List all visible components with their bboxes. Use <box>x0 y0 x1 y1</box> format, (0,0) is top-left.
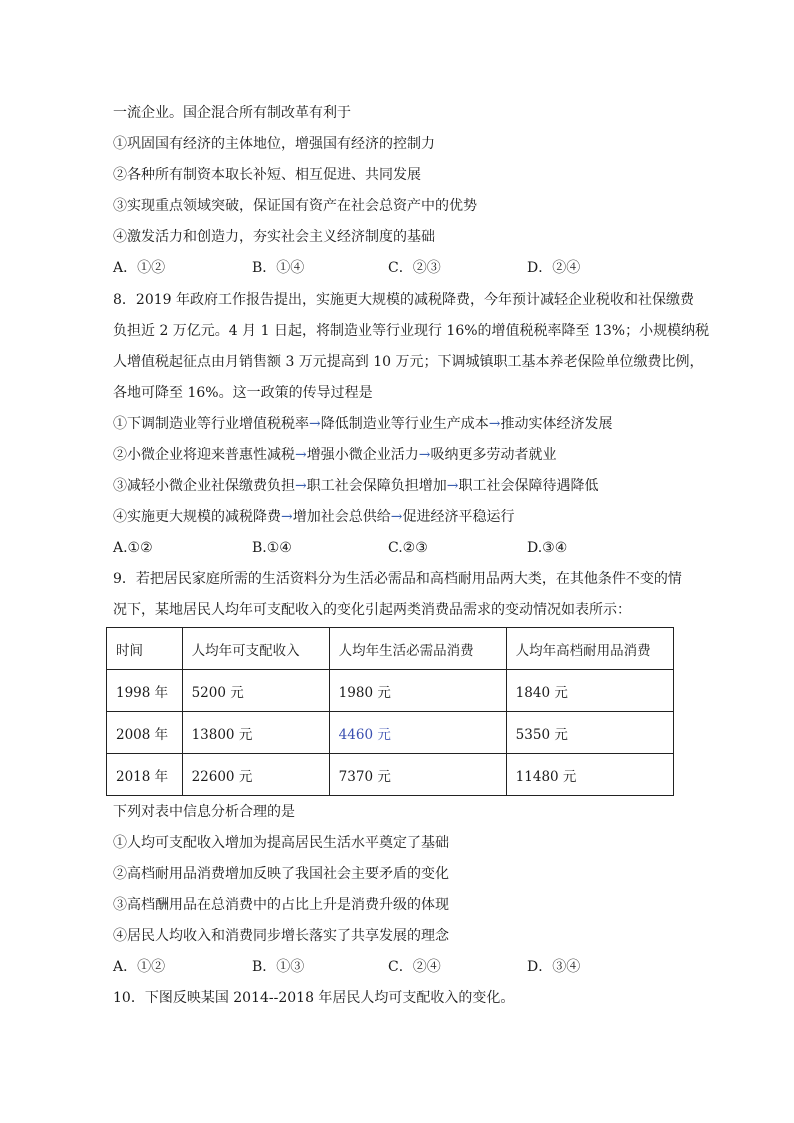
table-header: 时间 <box>107 628 183 670</box>
table-cell: 5200 元 <box>182 670 329 712</box>
q9-item-3: ③高档酬用品在总消费中的占比上升是消费升级的体现 <box>113 897 449 913</box>
table-cell: 13800 元 <box>182 712 329 754</box>
arrow-icon: → <box>390 509 403 525</box>
q8-item-3 <box>113 476 598 496</box>
q7-option-c: C．②③ <box>388 260 441 276</box>
arrow-icon: → <box>488 416 501 432</box>
q8-item-4-step-3: 促进经济平稳运行 <box>402 509 515 525</box>
q7-option-b: B．①④ <box>252 260 305 276</box>
table-cell: 1980 元 <box>329 670 506 712</box>
q9-option-c: C．②④ <box>388 959 441 975</box>
table-header: 人均年生活必需品消费 <box>329 628 506 670</box>
table-cell: 11480 元 <box>506 754 673 796</box>
q8-item-1-step-3: 推动实体经济发展 <box>500 416 613 432</box>
q9-item-4: ④居民人均收入和消费同步增长落实了共享发展的理念 <box>113 928 449 944</box>
q7-item-1: ①巩固国有经济的主体地位，增强国有经济的控制力 <box>113 136 435 152</box>
q8-item-2 <box>113 445 556 465</box>
arrow-icon: → <box>281 509 293 525</box>
q8-stem-line-1: 8．2019 年政府工作报告提出，实施更大规模的减税降费，今年预计减轻企业税收和社保缴费 <box>113 292 694 308</box>
table-cell: 22600 元 <box>182 754 329 796</box>
q8-stem-line-4: 各地可降至 16%。这一政策的传导过程是 <box>113 385 373 401</box>
table-row <box>107 670 674 712</box>
q10-stem: 10．下图反映某国 2014--2018 年居民人均可支配收入的变化。 <box>113 990 515 1006</box>
q7-option-a: A．①② <box>113 260 166 276</box>
q8-item-3-step-3: 职工社会保障待遇降低 <box>458 478 599 494</box>
arrow-icon: → <box>295 447 307 463</box>
q8-item-3-step-1: ③减轻小微企业社保缴费负担 <box>113 478 295 494</box>
intro-line: 一流企业。国企混合所有制改革有利于 <box>113 105 351 121</box>
table-row <box>107 754 674 796</box>
q9-item-2: ②高档耐用品消费增加反映了我国社会主要矛盾的变化 <box>113 866 449 882</box>
q8-item-2-step-1: ②小微企业将迎来普惠性减税 <box>113 447 295 463</box>
q9-options <box>113 957 713 977</box>
q8-item-1 <box>113 414 612 434</box>
table-header-row <box>107 628 674 670</box>
table-cell: 7370 元 <box>329 754 506 796</box>
table-header: 人均年高档耐用品消费 <box>506 628 673 670</box>
q8-option-a: A.①② <box>113 540 153 556</box>
q7-options <box>113 258 713 278</box>
q8-item-4-step-1: ④实施更大规模的减税降费 <box>113 509 281 525</box>
table-cell: 1998 年 <box>107 670 183 712</box>
q7-option-d: D．②④ <box>527 260 581 276</box>
q9-option-b: B．①③ <box>252 959 305 975</box>
arrow-icon: → <box>309 416 321 432</box>
q9-prompt: 下列对表中信息分析合理的是 <box>113 804 295 820</box>
q8-option-b: B.①④ <box>252 540 292 556</box>
q8-options <box>113 538 713 558</box>
q8-option-c: C.②③ <box>388 540 428 556</box>
income-consumption-table <box>106 627 674 796</box>
arrow-icon: → <box>295 478 307 494</box>
arrow-icon: → <box>446 478 459 494</box>
q8-item-1-step-2: 降低制造业等行业生产成本 <box>320 416 489 432</box>
table-cell: 4460 元 <box>329 712 506 754</box>
table-cell: 5350 元 <box>506 712 673 754</box>
q8-item-4-step-2: 增加社会总供给 <box>292 509 391 525</box>
q8-stem-line-2: 负担近 2 万亿元。4 月 1 日起，将制造业等行业现行 16%的增值税税率降至 13%；小规模纳税 <box>113 323 710 339</box>
q9-stem-line-1: 9．若把居民家庭所需的生活资料分为生活必需品和高档耐用品两大类，在其他条件不变的情 <box>113 571 682 587</box>
q8-stem-line-3: 人增值税起征点由月销售额 3 万元提高到 10 万元；下调城镇职工基本养老保险单位缴费比例， <box>113 354 704 370</box>
table-cell: 2018 年 <box>107 754 183 796</box>
q9-option-a: A．①② <box>113 959 166 975</box>
q9-item-1: ①人均可支配收入增加为提高居民生活水平奠定了基础 <box>113 835 449 851</box>
arrow-icon: → <box>418 447 431 463</box>
q7-item-2: ②各种所有制资本取长补短、相互促进、共同发展 <box>113 167 421 183</box>
q7-item-3: ③实现重点领域突破，保证国有资产在社会总资产中的优势 <box>113 198 477 214</box>
table-row <box>107 712 674 754</box>
q8-item-2-step-3: 吸纳更多劳动者就业 <box>430 447 557 463</box>
table-header: 人均年可支配收入 <box>182 628 329 670</box>
q8-item-4 <box>113 507 514 527</box>
q9-option-d: D．③④ <box>527 959 581 975</box>
q8-item-1-step-1: ①下调制造业等行业增值税税率 <box>113 416 309 432</box>
q7-item-4: ④激发活力和创造力，夯实社会主义经济制度的基础 <box>113 229 435 245</box>
q8-item-3-step-2: 职工社会保障负担增加 <box>306 478 447 494</box>
q8-item-2-step-2: 增强小微企业活力 <box>306 447 419 463</box>
table-cell: 1840 元 <box>506 670 673 712</box>
table-cell: 2008 年 <box>107 712 183 754</box>
q9-stem-line-2: 况下，某地居民人均年可支配收入的变化引起两类消费品需求的变动情况如表所示： <box>113 602 631 618</box>
q8-option-d: D.③④ <box>527 540 568 556</box>
